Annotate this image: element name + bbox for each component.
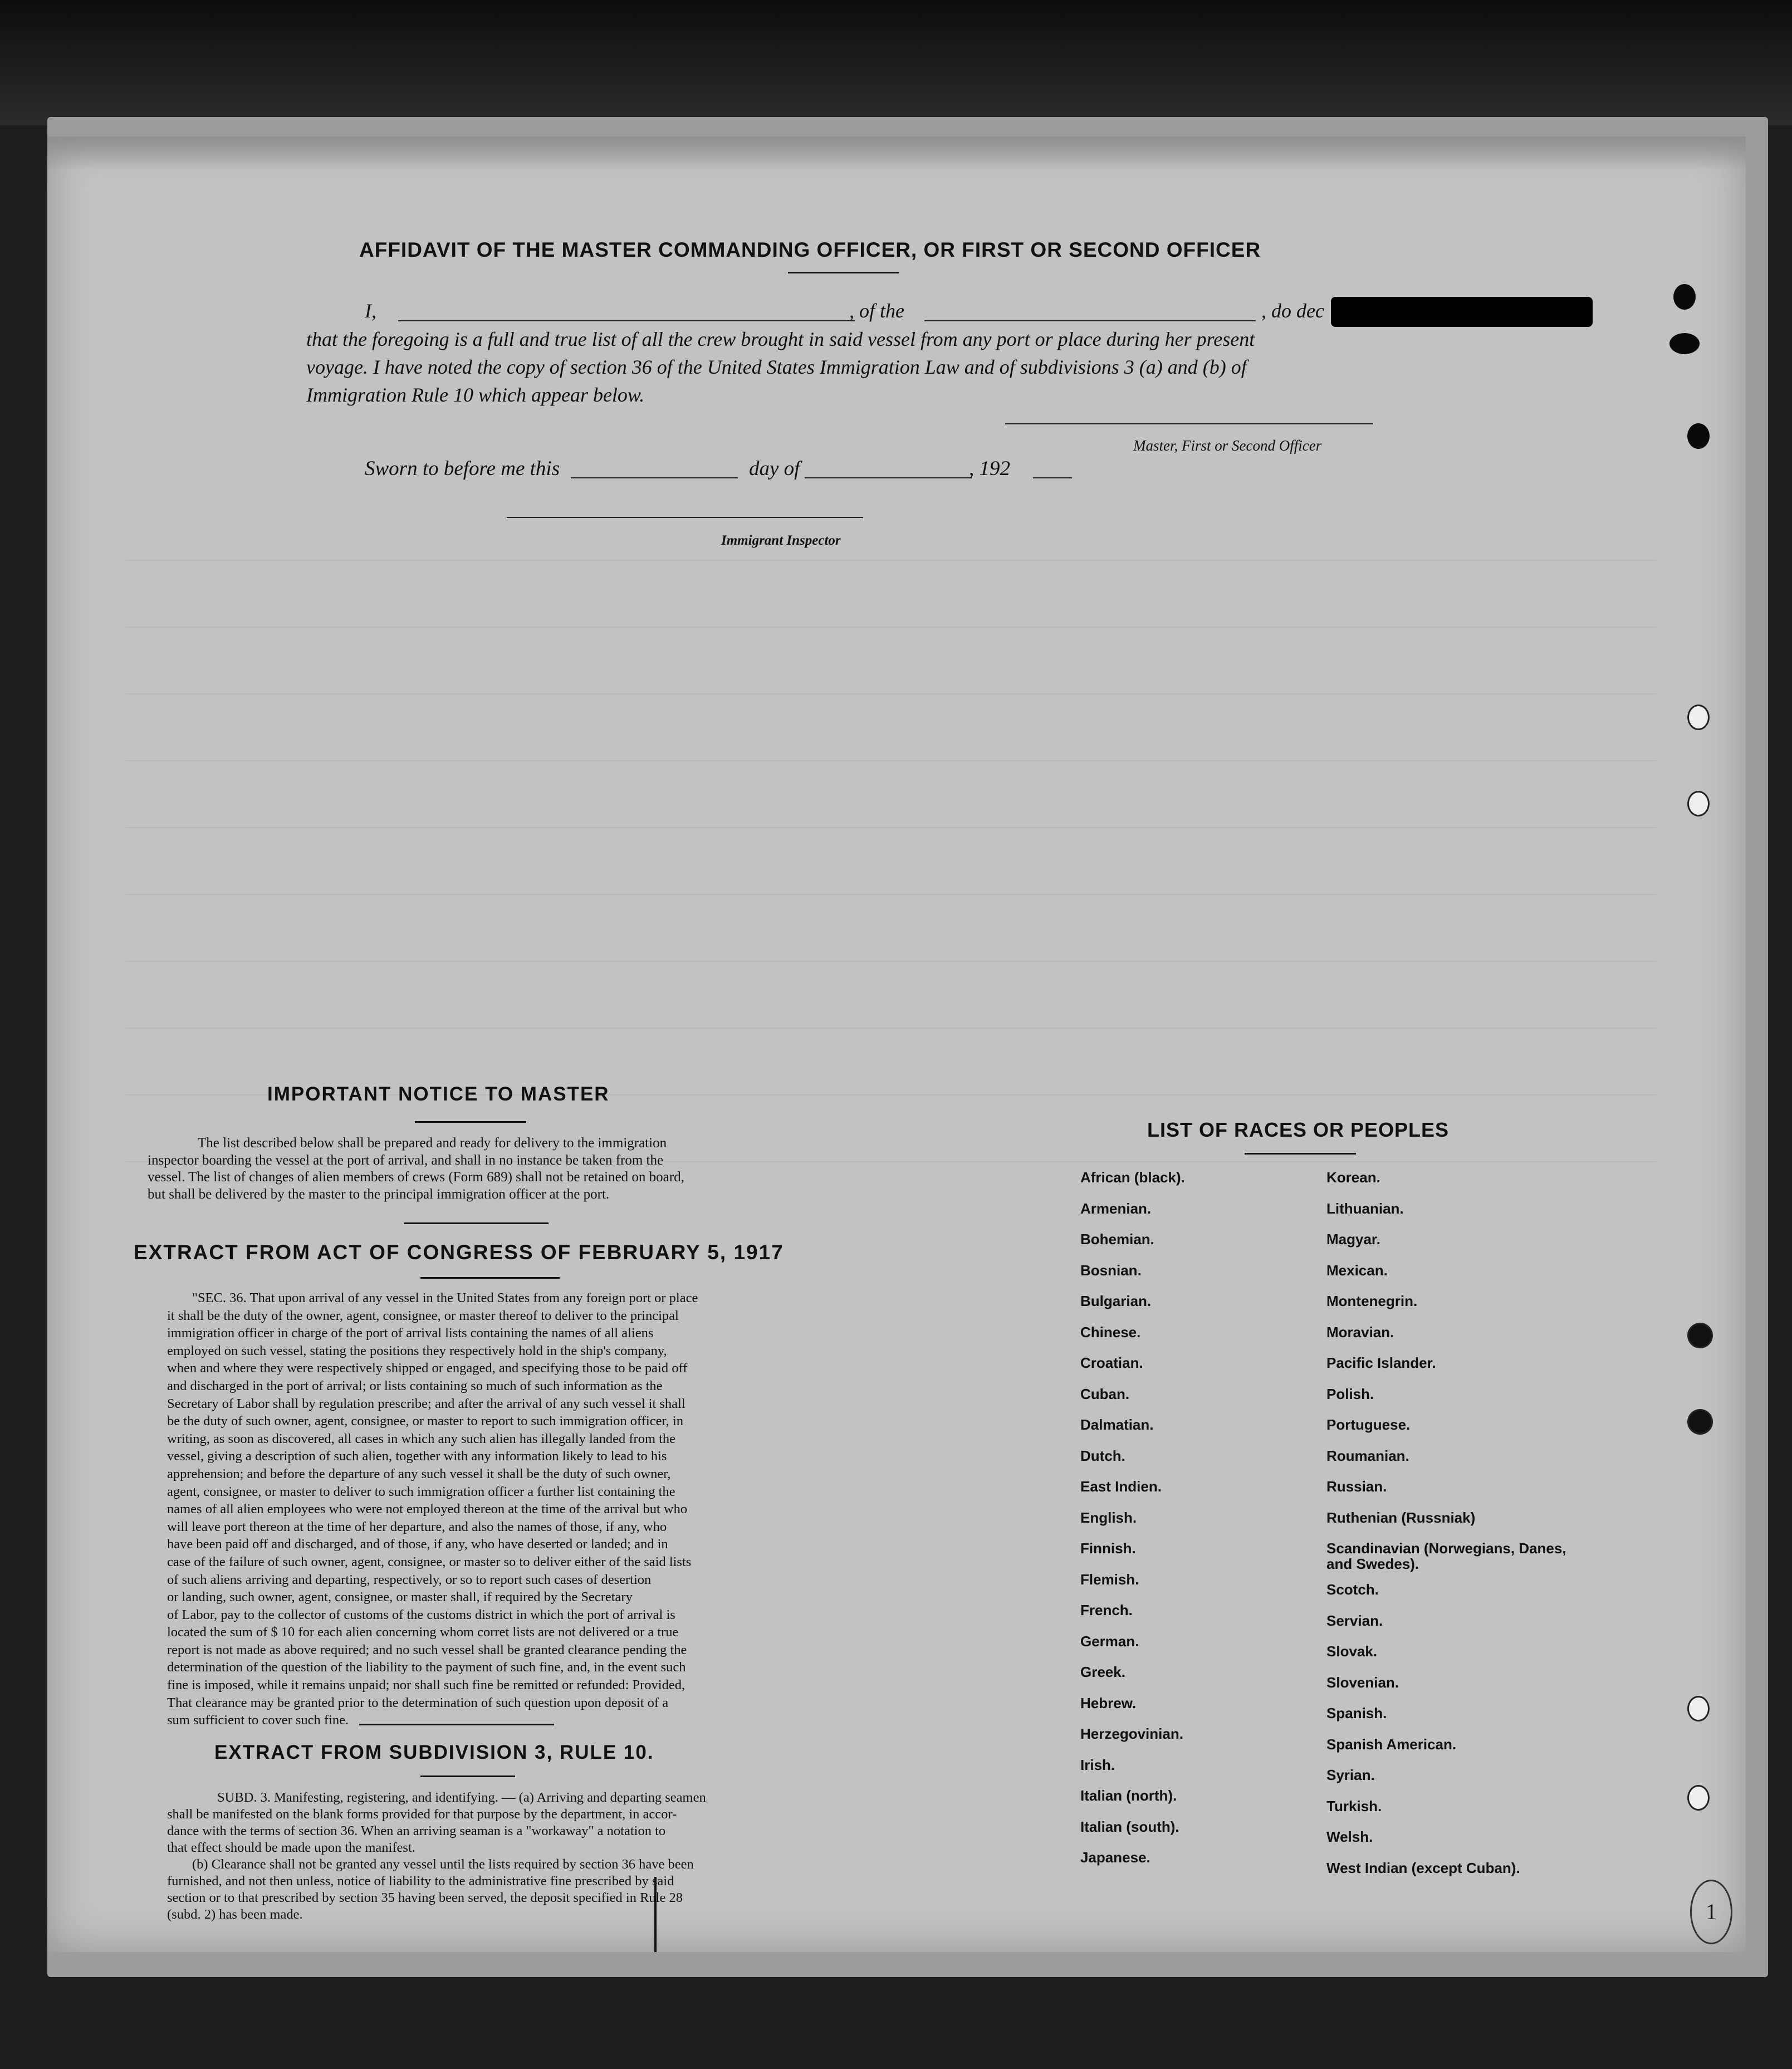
act-line: immigration officer in charge of the port of arrival lists containing the names of all aliens	[167, 1325, 654, 1341]
act-line: of Labor, pay to the collector of customs of the customs district in which the port of arrival is	[167, 1607, 675, 1622]
act-line: vessel, giving a description of such alien, together with any information likely to lead to his	[167, 1449, 667, 1464]
act-line: agent, consignee, or master to deliver to such immigration officer a further list containing the	[167, 1484, 675, 1499]
race-item: Dutch.	[1080, 1447, 1125, 1464]
rule-title: EXTRACT FROM SUBDIVISION 3, RULE 10.	[214, 1742, 654, 1763]
race-item: Pacific Islander.	[1326, 1354, 1436, 1371]
affidavit-line1-of: , of the	[849, 300, 904, 322]
race-item: Ruthenian (Russniak)	[1326, 1509, 1476, 1526]
race-item: Spanish American.	[1326, 1735, 1457, 1753]
notice-title: IMPORTANT NOTICE TO MASTER	[267, 1083, 610, 1105]
race-item: Syrian.	[1326, 1767, 1375, 1783]
name-blank[interactable]	[398, 320, 855, 321]
race-item: Bohemian.	[1080, 1231, 1154, 1248]
act-line: it shall be the duty of the owner, agent, consignee, or master thereof to deliver to the principal	[167, 1308, 679, 1323]
race-item: Finnish.	[1080, 1540, 1136, 1557]
race-item: Dalmatian.	[1080, 1416, 1154, 1433]
page-edge-shadow	[47, 136, 1746, 170]
redaction-bar	[1331, 297, 1593, 327]
year-text: , 192	[969, 457, 1010, 480]
race-item: Polish.	[1326, 1385, 1374, 1402]
act-line: case of the failure of such owner, agent, consignee, or master so to deliver either of the said lists	[167, 1554, 692, 1569]
ghost-row	[125, 693, 1657, 694]
race-item: Portuguese.	[1326, 1416, 1411, 1433]
act-divider	[359, 1724, 554, 1725]
race-item: Flemish.	[1080, 1571, 1139, 1588]
race-item: Croatian.	[1080, 1354, 1143, 1371]
race-item: Roumanian.	[1326, 1447, 1409, 1464]
race-item: Turkish.	[1326, 1797, 1382, 1814]
affidavit-line2: that the foregoing is a full and true list of all the crew brought in said vessel from any port or place during her present	[306, 328, 1255, 350]
master-label: Master, First or Second Officer	[1133, 437, 1322, 454]
notice-body	[148, 1135, 799, 1203]
master-signature-blank[interactable]	[1005, 423, 1373, 424]
inspector-label: Immigrant Inspector	[721, 533, 841, 548]
act-line: employed on such vessel, stating the positions they respectively hold in the ship's company,	[167, 1343, 667, 1358]
act-underline	[420, 1277, 560, 1279]
act-line: have been paid off and discharged, and of those, if any, who have deserted or landed; and in	[167, 1537, 668, 1552]
race-item: Scandinavian (Norwegians, Danes, and Swedes).	[1326, 1540, 1566, 1572]
act-line: fine is imposed, while it remains unpaid; nor shall such fine be remitted or refunded: Provided,	[167, 1677, 686, 1693]
races-underline	[1245, 1153, 1356, 1155]
affidavit-line4: Immigration Rule 10 which appear below.	[306, 384, 645, 406]
scanner-background	[0, 0, 1792, 125]
act-line: report is not made as above required; and no such vessel shall be granted clearance pending the	[167, 1642, 687, 1657]
race-item: West Indian (except Cuban).	[1326, 1859, 1520, 1876]
ghost-row	[125, 760, 1657, 761]
race-item: Hebrew.	[1080, 1694, 1137, 1711]
ghost-row	[125, 894, 1657, 895]
race-item: Scotch.	[1326, 1581, 1379, 1598]
punch-hole	[1669, 333, 1700, 354]
race-item: Italian (south).	[1080, 1818, 1179, 1835]
document-page	[47, 136, 1746, 1952]
rule-line: (b) Clearance shall not be granted any vessel until the lists required by section 36 have been	[192, 1857, 694, 1872]
act-line: and discharged in the port of arrival; or lists containing so much of such information as the	[167, 1378, 663, 1393]
race-item: Herzegovinian.	[1080, 1725, 1183, 1742]
punch-hole	[1687, 1409, 1713, 1435]
act-title: EXTRACT FROM ACT OF CONGRESS OF FEBRUARY 5, 1917	[134, 1241, 784, 1264]
race-item: Slovak.	[1326, 1643, 1378, 1660]
race-item: Bosnian.	[1080, 1261, 1142, 1279]
act-line: or landing, such owner, agent, consignee, or master shall, if required by the Secretary	[167, 1589, 633, 1605]
notice-underline	[415, 1121, 526, 1123]
notice-line: inspector boarding the vessel at the port of arrival, and shall in no instance be taken from the	[148, 1152, 664, 1168]
vessel-blank[interactable]	[924, 320, 1256, 321]
act-line: located the sum of $ 10 for each alien concerning whom corret lists are not delivered or a true	[167, 1625, 679, 1640]
punch-hole	[1687, 705, 1710, 730]
race-item: Greek.	[1080, 1664, 1125, 1680]
act-line: of such aliens arriving and departing, respectively, or so to report such cases of desertion	[167, 1572, 652, 1587]
year-blank[interactable]	[1033, 477, 1072, 478]
act-line: That clearance may be granted prior to the determination of such question upon deposit of a	[167, 1695, 669, 1710]
race-item: German.	[1080, 1632, 1139, 1650]
race-item: Italian (north).	[1080, 1787, 1177, 1804]
punch-hole	[1687, 791, 1710, 816]
affidavit-line1-do: , do dec	[1261, 300, 1324, 322]
act-line: writing, as soon as discovered, all cases in which any such alien has illegally landed from the	[167, 1431, 676, 1446]
race-item: Bulgarian.	[1080, 1293, 1152, 1309]
act-body	[167, 1289, 802, 1729]
race-item: East Indien.	[1080, 1478, 1162, 1495]
race-item: Moravian.	[1326, 1323, 1394, 1341]
act-line: apprehension; and before the departure of any such vessel it shall be the duty of such owner,	[167, 1466, 671, 1481]
sworn-month-blank[interactable]	[805, 477, 972, 478]
rule-line: that effect should be made upon the manifest.	[167, 1840, 415, 1855]
ghost-row	[125, 961, 1657, 962]
race-item: Welsh.	[1326, 1828, 1373, 1845]
affidavit-line3: voyage. I have noted the copy of section 36 of the United States Immigration Law and of subdivisions 3 (a) and (b) of	[306, 356, 1247, 378]
ghost-row	[125, 627, 1657, 628]
paper-tear	[654, 1877, 751, 1952]
act-line: will leave port thereon at the time of her departure, and also the names of those, if any, who	[167, 1519, 667, 1534]
race-item: Armenian.	[1080, 1200, 1152, 1217]
races-title: LIST OF RACES OR PEOPLES	[1147, 1118, 1450, 1141]
affidavit-title: AFFIDAVIT OF THE MASTER COMMANDING OFFICER, OR FIRST OR SECOND OFFICER	[359, 238, 1261, 261]
notice-line: but shall be delivered by the master to the principal immigration officer at the port.	[148, 1186, 610, 1202]
act-line: names of all alien employees who were not employed thereon at the time of the arrival but who	[167, 1501, 688, 1517]
act-line: "SEC. 36. That upon arrival of any vessel in the United States from any foreign port or place	[192, 1290, 698, 1305]
act-line: be the duty of such owner, agent, consignee, or master to report to such immigration officer, in	[167, 1413, 683, 1429]
punch-hole	[1687, 1785, 1710, 1811]
day-of-text: day of	[749, 457, 800, 480]
rule-line: furnished, and not then unless, notice of liability to the administrative fine prescribed by said	[167, 1874, 674, 1889]
sworn-text: Sworn to before me this	[365, 457, 560, 480]
punch-hole	[1673, 284, 1696, 310]
race-item: Cuban.	[1080, 1385, 1130, 1402]
rule-line: (subd. 2) has been made.	[167, 1907, 303, 1922]
rule-underline	[420, 1775, 515, 1777]
race-item: Servian.	[1326, 1612, 1383, 1629]
punch-hole	[1687, 423, 1710, 449]
ghost-row	[125, 1028, 1657, 1029]
race-item: Japanese.	[1080, 1849, 1150, 1866]
ghost-row	[125, 827, 1657, 828]
notice-divider	[404, 1222, 549, 1224]
race-item: Magyar.	[1326, 1231, 1380, 1248]
race-item: African (black).	[1080, 1169, 1185, 1186]
race-item: Lithuanian.	[1326, 1200, 1404, 1217]
race-item: Spanish.	[1326, 1705, 1387, 1721]
ghost-row	[125, 560, 1657, 561]
act-line: Secretary of Labor shall by regulation prescribe; and after the arrival of any such vessel it shall	[167, 1396, 686, 1411]
inspector-signature-blank[interactable]	[507, 517, 863, 518]
rule-line: shall be manifested on the blank forms provided for that purpose by the department, in accor-	[167, 1807, 677, 1822]
rule-line: SUBD. 3. Manifesting, registering, and identifying. — (a) Arriving and departing seamen	[217, 1790, 706, 1805]
races-right-column	[1326, 1170, 1594, 1891]
race-item: Korean.	[1326, 1169, 1380, 1186]
affidavit-line1-i: I,	[365, 300, 376, 322]
race-item: French.	[1080, 1602, 1133, 1618]
margin-number: 1	[1690, 1880, 1732, 1944]
notice-line: The list described below shall be prepared and ready for delivery to the immigration	[198, 1136, 667, 1151]
act-line: when and where they were respectively shipped or engaged, and specifying those to be paid off	[167, 1361, 688, 1376]
title-underline	[788, 272, 899, 273]
race-item: Irish.	[1080, 1756, 1115, 1773]
punch-hole	[1687, 1696, 1710, 1721]
rule-line: dance with the terms of section 36. When an arriving seaman is a "workaway" a notation to	[167, 1823, 666, 1838]
act-line: sum sufficient to cover such fine.	[167, 1713, 349, 1728]
act-line: determination of the question of the liability to the payment of such fine, and, in the event such	[167, 1660, 686, 1675]
punch-hole	[1687, 1323, 1713, 1348]
race-item: English.	[1080, 1509, 1137, 1526]
races-left-column	[1080, 1170, 1185, 1881]
notice-line: vessel. The list of changes of alien members of crews (Form 689) shall not be retained on board,	[148, 1170, 684, 1185]
rule-line: section or to that prescribed by section 35 having been served, the deposit specified in Rule 28	[167, 1890, 683, 1905]
race-item: Russian.	[1326, 1478, 1387, 1495]
race-item: Slovenian.	[1326, 1674, 1399, 1691]
race-item: Montenegrin.	[1326, 1293, 1418, 1309]
race-item: Mexican.	[1326, 1261, 1388, 1279]
sworn-day-blank[interactable]	[571, 477, 738, 478]
race-item: Chinese.	[1080, 1323, 1141, 1341]
